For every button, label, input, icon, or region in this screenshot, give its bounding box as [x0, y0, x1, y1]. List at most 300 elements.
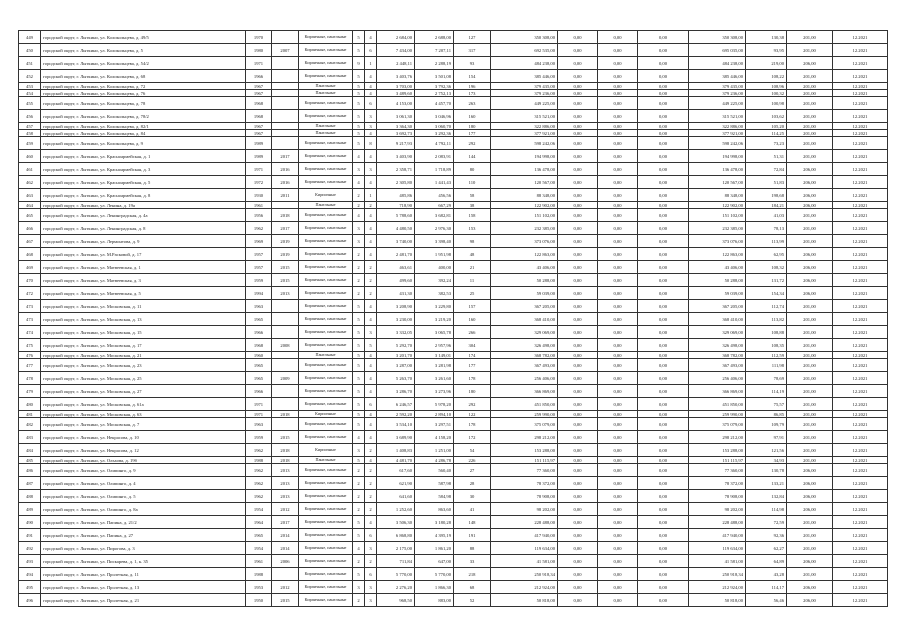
cell-z1: 0,00	[558, 123, 598, 130]
cell-a1: 718,90	[377, 202, 415, 209]
cell-tot: 250 918,34	[689, 568, 746, 581]
cell-y2: 2017	[272, 150, 299, 163]
cell-en: 4	[365, 431, 377, 444]
cell-k: 177	[454, 359, 491, 372]
cell-y2: 2016	[272, 163, 299, 176]
cell-a1: 2 358,71	[377, 163, 415, 176]
cell-mat: Кирпичные, панельные	[299, 300, 353, 313]
cell-pd: 206,00	[787, 176, 833, 189]
cell-a2: 456,56	[415, 189, 454, 202]
cell-y2: 2008	[272, 339, 299, 352]
cell-k: 11	[454, 274, 491, 287]
cell-pd: 201,00	[787, 385, 833, 398]
cell-a1: 3 208,90	[377, 300, 415, 313]
cell-n: 483	[19, 431, 41, 444]
cell-pd: 201,00	[787, 359, 833, 372]
cell-y2	[272, 300, 299, 313]
cell-sum: 298 212,00	[491, 431, 558, 444]
cell-z3: 0,00	[638, 477, 689, 490]
cell-addr: городской округ, г. Лыткино, ул. Матвеевская, д. 3	[41, 274, 246, 287]
cell-a1: 3 506,30	[377, 516, 415, 529]
cell-sum: 136 478,00	[491, 163, 558, 176]
cell-addr: городской округ, г. Лыткино, ул. Московская, д. 11	[41, 300, 246, 313]
cell-fl: 5	[353, 130, 365, 137]
cell-z3: 0,00	[638, 542, 689, 555]
cell-y2: 2015	[272, 274, 299, 287]
cell-k: 28	[454, 477, 491, 490]
cell-n: 496	[19, 594, 41, 607]
cell-a1: 5 770,00	[377, 568, 415, 581]
cell-pd: 206,00	[787, 477, 833, 490]
cell-n: 473	[19, 300, 41, 313]
cell-a1: 3 230,00	[377, 313, 415, 326]
cell-k: 25	[454, 287, 491, 300]
cell-pd: 201,00	[787, 137, 833, 150]
cell-y1: 1971	[246, 411, 272, 418]
cell-sp: 34,93	[746, 457, 787, 464]
cell-sum: 120 567,00	[491, 176, 558, 189]
cell-sp: 108,35	[746, 339, 787, 352]
cell-sum: 373 076,00	[491, 235, 558, 248]
cell-tot: 695 035,00	[689, 44, 746, 57]
cell-yr: 12.2021	[833, 581, 888, 594]
cell-z1: 0,00	[558, 31, 598, 44]
cell-pd: 201,00	[787, 90, 833, 97]
cell-n: 495	[19, 581, 41, 594]
cell-n: 449	[19, 31, 41, 44]
cell-n: 489	[19, 503, 41, 516]
cell-a2: 3 292,36	[415, 130, 454, 137]
cell-fl: 5	[353, 83, 365, 90]
cell-tot: 122 902,00	[689, 202, 746, 209]
cell-en: 4	[365, 83, 377, 90]
cell-tot: 326 498,00	[689, 339, 746, 352]
cell-z1: 0,00	[558, 581, 598, 594]
table-row	[19, 261, 888, 274]
table-row	[19, 529, 888, 542]
cell-en: 6	[365, 97, 377, 110]
cell-k: 80	[454, 163, 491, 176]
cell-addr: городской округ, г. Лыткино, ул. Пискарева, д. 1, к. 35	[41, 555, 246, 568]
cell-en: 4	[365, 235, 377, 248]
cell-z1: 0,00	[558, 176, 598, 189]
cell-a2: 392,24	[415, 274, 454, 287]
cell-y2: 2012	[272, 581, 299, 594]
cell-addr: городской округ, г. Лыткино, ул. Пролетная, д. 11	[41, 568, 246, 581]
cell-z1: 0,00	[558, 457, 598, 464]
cell-sp: 78,69	[746, 372, 787, 385]
cell-yr: 12.2021	[833, 352, 888, 359]
cell-addr: городской округ, г. Лыткино, ул. Пирогова, д. 3	[41, 542, 246, 555]
cell-z3: 0,00	[638, 97, 689, 110]
cell-k: 158	[454, 209, 491, 222]
cell-addr: городской округ, г. Лыткино, ул. М.Расковой, д. 17	[41, 248, 246, 261]
cell-a1: 3 740,00	[377, 235, 415, 248]
cell-pd: 201,00	[787, 130, 833, 137]
cell-z1: 0,00	[558, 542, 598, 555]
cell-en: 3	[365, 110, 377, 123]
cell-pd: 201,00	[787, 110, 833, 123]
cell-y1: 1994	[246, 287, 272, 300]
cell-fl: 3	[353, 444, 365, 457]
cell-sp: 62,95	[746, 248, 787, 261]
cell-fl: 5	[353, 300, 365, 313]
cell-en: 6	[365, 529, 377, 542]
cell-a2: 3 046,96	[415, 110, 454, 123]
cell-y2: 2015	[272, 594, 299, 607]
cell-y1: 1963	[246, 418, 272, 431]
cell-fl: 5	[353, 90, 365, 97]
cell-sum: 43 406,00	[491, 261, 558, 274]
cell-z1: 0,00	[558, 313, 598, 326]
cell-pd: 201,00	[787, 300, 833, 313]
cell-y2	[272, 398, 299, 411]
cell-z3: 0,00	[638, 313, 689, 326]
cell-n: 479	[19, 385, 41, 398]
cell-mat: Кирпичные, панельные	[299, 594, 353, 607]
cell-z1: 0,00	[558, 359, 598, 372]
cell-mat: Кирпичные, панельные	[299, 464, 353, 477]
cell-sum: 326 498,00	[491, 339, 558, 352]
cell-y2: 2019	[272, 235, 299, 248]
cell-tot: 194 998,00	[689, 150, 746, 163]
cell-tot: 368 782,00	[689, 352, 746, 359]
cell-k: 304	[454, 339, 491, 352]
cell-a1: 2 592,20	[377, 411, 415, 418]
cell-tot: 484 238,00	[689, 57, 746, 70]
cell-mat: Кирпичные, панельные	[299, 359, 353, 372]
cell-sp: 130,78	[746, 464, 787, 477]
cell-tot: 78 372,00	[689, 477, 746, 490]
cell-a2: 3 281,98	[415, 359, 454, 372]
cell-mat: Кирпичные, панельные	[299, 235, 353, 248]
cell-a1: 3 061,30	[377, 110, 415, 123]
cell-fl: 2	[353, 503, 365, 516]
cell-yr: 12.2021	[833, 31, 888, 44]
cell-z1: 0,00	[558, 90, 598, 97]
cell-n: 473	[19, 313, 41, 326]
cell-en: 2	[365, 490, 377, 503]
cell-z3: 0,00	[638, 202, 689, 209]
cell-yr: 12.2021	[833, 222, 888, 235]
cell-a1: 499,60	[377, 274, 415, 287]
cell-y2	[272, 97, 299, 110]
cell-y1: 1962	[246, 444, 272, 457]
cell-pd: 201,00	[787, 150, 833, 163]
cell-a2: 3 219,20	[415, 313, 454, 326]
cell-sp: 219,00	[746, 57, 787, 70]
cell-addr: городской округ, г. Лыткино, ул. Красноармейская, д. 1	[41, 150, 246, 163]
cell-fl: 4	[353, 209, 365, 222]
cell-z3: 0,00	[638, 274, 689, 287]
cell-mat: Кирпичные, панельные	[299, 261, 353, 274]
cell-addr: городской округ, г. Лыткино, ул. Ленинградская, д. 8	[41, 222, 246, 235]
cell-fl: 3	[353, 235, 365, 248]
cell-y1: 1957	[246, 248, 272, 261]
cell-n: 466	[19, 222, 41, 235]
cell-a1: 2 448,11	[377, 57, 415, 70]
cell-fl: 5	[353, 411, 365, 418]
cell-tot: 232 385,00	[689, 222, 746, 235]
cell-yr: 12.2021	[833, 431, 888, 444]
cell-sp: 114,17	[746, 581, 787, 594]
cell-sum: 77 360,00	[491, 464, 558, 477]
cell-fl: 4	[353, 431, 365, 444]
cell-en: 2	[365, 202, 377, 209]
cell-yr: 12.2021	[833, 123, 888, 130]
cell-z3: 0,00	[638, 490, 689, 503]
cell-z1: 0,00	[558, 385, 598, 398]
cell-a2: 3 398,40	[415, 235, 454, 248]
table-row	[19, 385, 888, 398]
cell-y2: 2019	[272, 248, 299, 261]
cell-pd: 201,00	[787, 123, 833, 130]
cell-y2: 2007	[272, 44, 299, 57]
cell-addr: городской округ, г. Лыткино, ул. Лермонтова, д. 9	[41, 235, 246, 248]
cell-z1: 0,00	[558, 97, 598, 110]
cell-pd: 206,00	[787, 163, 833, 176]
cell-k: 110	[454, 176, 491, 189]
cell-sp: 93,95	[746, 44, 787, 57]
cell-a1: 4 153,00	[377, 97, 415, 110]
cell-n: 454	[19, 90, 41, 97]
cell-n: 470	[19, 274, 41, 287]
cell-addr: городской округ, г. Лыткино, ул. Матвеевская, д. 5	[41, 287, 246, 300]
cell-y1: 1963	[246, 300, 272, 313]
cell-z1: 0,00	[558, 568, 598, 581]
cell-sum: 78 908,00	[491, 490, 558, 503]
cell-sum: 377 921,00	[491, 130, 558, 137]
cell-en: 2	[365, 444, 377, 457]
cell-sp: 112,74	[746, 300, 787, 313]
cell-addr: городской округ, г. Лыткино, ул. Московская, д. 23	[41, 359, 246, 372]
cell-y1: 1962	[246, 464, 272, 477]
cell-z3: 0,00	[638, 464, 689, 477]
cell-z3: 0,00	[638, 130, 689, 137]
cell-z1: 0,00	[558, 163, 598, 176]
cell-z1: 0,00	[558, 418, 598, 431]
cell-z3: 0,00	[638, 568, 689, 581]
cell-tot: 120 567,00	[689, 176, 746, 189]
cell-en: 3	[365, 581, 377, 594]
cell-fl: 2	[353, 490, 365, 503]
cell-pd: 201,00	[787, 418, 833, 431]
cell-yr: 12.2021	[833, 274, 888, 287]
cell-z2: 0,00	[598, 130, 638, 137]
cell-z3: 0,00	[638, 70, 689, 83]
table-row	[19, 503, 888, 516]
cell-y2	[272, 202, 299, 209]
cell-z3: 0,00	[638, 359, 689, 372]
cell-y2	[272, 359, 299, 372]
cell-k: 173	[454, 90, 491, 97]
cell-en: 4	[365, 352, 377, 359]
cell-k: 122	[454, 411, 491, 418]
cell-y2: 2012	[272, 503, 299, 516]
cell-z1: 0,00	[558, 490, 598, 503]
table-row	[19, 464, 888, 477]
cell-a1: 711,84	[377, 555, 415, 568]
cell-mat: Панельные	[299, 130, 353, 137]
cell-fl: 2	[353, 555, 365, 568]
cell-addr: городской округ, г. Лыткино, ул. Ольхова, д. 19б	[41, 457, 246, 464]
cell-yr: 12.2021	[833, 97, 888, 110]
cell-y2	[272, 90, 299, 97]
cell-z3: 0,00	[638, 176, 689, 189]
cell-fl: 3	[353, 222, 365, 235]
cell-yr: 12.2021	[833, 503, 888, 516]
cell-a2: 2 976,30	[415, 222, 454, 235]
cell-yr: 12.2021	[833, 594, 888, 607]
cell-a1: 3 403,90	[377, 150, 415, 163]
cell-mat: Кирпичные, панельные	[299, 372, 353, 385]
cell-a1: 2 305,80	[377, 176, 415, 189]
cell-sum: 212 924,00	[491, 581, 558, 594]
table-row	[19, 137, 888, 150]
cell-addr: городской округ, г. Лыткино, ул. Колокольцева, д. 78	[41, 97, 246, 110]
cell-en: 5	[365, 339, 377, 352]
cell-mat: Кирпичные, панельные	[299, 503, 353, 516]
cell-a2: 3 060,70	[415, 123, 454, 130]
cell-k: 263	[454, 97, 491, 110]
cell-n: 465	[19, 209, 41, 222]
cell-pd: 206,00	[787, 555, 833, 568]
cell-mat: Кирпичные, панельные	[299, 555, 353, 568]
cell-z2: 0,00	[598, 274, 638, 287]
cell-y1: 1967	[246, 123, 272, 130]
cell-a2: 560,40	[415, 464, 454, 477]
cell-z1: 0,00	[558, 209, 598, 222]
cell-k: 266	[454, 326, 491, 339]
cell-fl: 5	[353, 137, 365, 150]
cell-sum: 366 869,00	[491, 385, 558, 398]
cell-fl: 3	[353, 581, 365, 594]
cell-sum: 50 818,00	[491, 594, 558, 607]
cell-a2: 2 083,91	[415, 150, 454, 163]
cell-yr: 12.2021	[833, 248, 888, 261]
table-row	[19, 83, 888, 90]
cell-a2: 400,00	[415, 261, 454, 274]
cell-a1: 3 689,90	[377, 431, 415, 444]
cell-z1: 0,00	[558, 372, 598, 385]
cell-y1: 1967	[246, 90, 272, 97]
cell-sum: 322 886,00	[491, 123, 558, 130]
cell-z2: 0,00	[598, 594, 638, 607]
cell-y2: 2013	[272, 490, 299, 503]
cell-a1: 3 692,73	[377, 130, 415, 137]
cell-fl: 9	[353, 57, 365, 70]
table-row	[19, 490, 888, 503]
cell-a1: 2 684,00	[377, 31, 415, 44]
cell-z1: 0,00	[558, 150, 598, 163]
cell-k: 58	[454, 189, 491, 202]
cell-y1: 1961	[246, 202, 272, 209]
cell-addr: городской округ, г. Лыткино, ул. Папина, д. 27	[41, 529, 246, 542]
cell-a1: 3 534,10	[377, 418, 415, 431]
cell-z2: 0,00	[598, 431, 638, 444]
cell-a1: 617,60	[377, 464, 415, 477]
cell-z1: 0,00	[558, 398, 598, 411]
cell-sum: 250 918,34	[491, 568, 558, 581]
cell-y1: 1989	[246, 150, 272, 163]
cell-mat: Панельные	[299, 352, 353, 359]
cell-a1: 485,86	[377, 189, 415, 202]
cell-pd: 201,00	[787, 352, 833, 359]
cell-tot: 153 288,00	[689, 444, 746, 457]
cell-z3: 0,00	[638, 457, 689, 464]
cell-y1: 1965	[246, 529, 272, 542]
table-row	[19, 359, 888, 372]
cell-y1: 1989	[246, 137, 272, 150]
cell-yr: 12.2021	[833, 516, 888, 529]
cell-pd: 206,00	[787, 464, 833, 477]
cell-sum: 59 039,00	[491, 287, 558, 300]
cell-z2: 0,00	[598, 110, 638, 123]
cell-y1: 1964	[246, 516, 272, 529]
cell-sum: 449 225,00	[491, 97, 558, 110]
cell-pd: 206,00	[787, 261, 833, 274]
cell-a1: 463,61	[377, 261, 415, 274]
cell-sp: 100,98	[746, 97, 787, 110]
cell-yr: 12.2021	[833, 261, 888, 274]
cell-k: 52	[454, 594, 491, 607]
cell-tot: 122 863,00	[689, 248, 746, 261]
cell-sum: 194 998,00	[491, 150, 558, 163]
cell-z2: 0,00	[598, 411, 638, 418]
cell-sum: 315 521,00	[491, 110, 558, 123]
cell-a2: 1 866,30	[415, 581, 454, 594]
cell-sum: 368 782,00	[491, 352, 558, 359]
cell-z1: 0,00	[558, 300, 598, 313]
table-row	[19, 150, 888, 163]
cell-k: 226	[454, 457, 491, 464]
table-row	[19, 163, 888, 176]
cell-k: 48	[454, 248, 491, 261]
cell-addr: городской округ, г. Лыткино, ул. Олипинго, д. 9	[41, 464, 246, 477]
cell-sum: 98 202,00	[491, 503, 558, 516]
cell-z3: 0,00	[638, 57, 689, 70]
cell-z1: 0,00	[558, 222, 598, 235]
cell-a1: 5 263,70	[377, 372, 415, 385]
cell-pd: 201,00	[787, 372, 833, 385]
cell-addr: городской округ, г. Лыткино, ул. Колокольцева, д. 49/5	[41, 31, 246, 44]
cell-a2: 584,98	[415, 490, 454, 503]
cell-a2: 3 149,01	[415, 352, 454, 359]
cell-a2: 5 978,20	[415, 398, 454, 411]
cell-sum: 232 385,00	[491, 222, 558, 235]
cell-k: 191	[454, 529, 491, 542]
table-row	[19, 326, 888, 339]
cell-tot: 350 308,00	[689, 31, 746, 44]
cell-k: 292	[454, 137, 491, 150]
cell-addr: городской округ, г. Лыткино, ул. Пролетная, д. 21	[41, 594, 246, 607]
cell-addr: городской округ, г. Лыткино, ул. Колокольцева, д. 82/1	[41, 123, 246, 130]
cell-en: 4	[365, 313, 377, 326]
cell-tot: 368 410,00	[689, 313, 746, 326]
cell-a2: 3 229,80	[415, 300, 454, 313]
cell-a1: 2 175,00	[377, 542, 415, 555]
cell-y1: 1957	[246, 261, 272, 274]
cell-pd: 206,00	[787, 57, 833, 70]
cell-a2: 1 861,20	[415, 542, 454, 555]
cell-z2: 0,00	[598, 385, 638, 398]
cell-a2: 1 441,43	[415, 176, 454, 189]
table-row	[19, 110, 888, 123]
cell-mat: Кирпичные, панельные	[299, 150, 353, 163]
cell-z3: 0,00	[638, 418, 689, 431]
cell-z1: 0,00	[558, 57, 598, 70]
cell-pd: 206,00	[787, 490, 833, 503]
